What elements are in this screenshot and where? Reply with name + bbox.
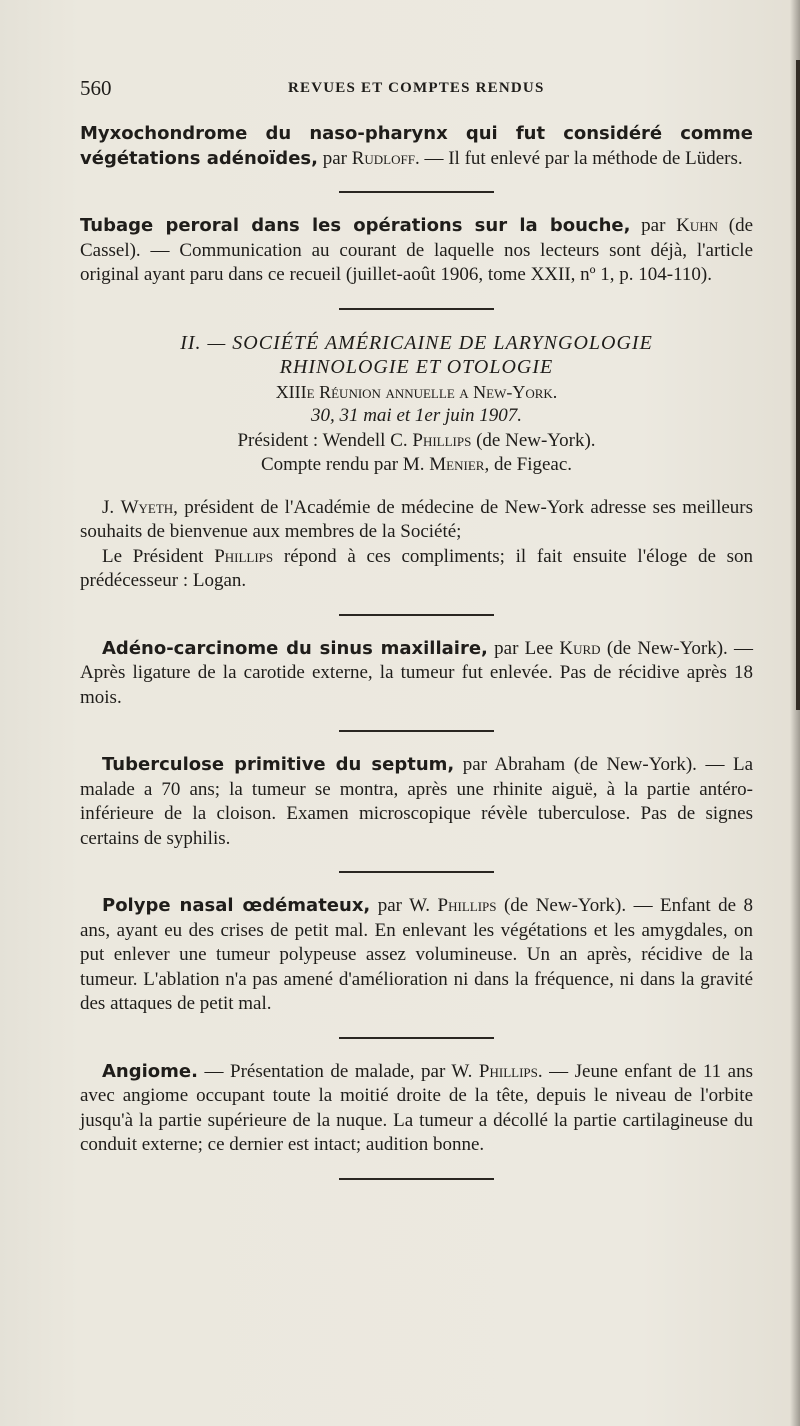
case-author: Kurd [559,637,601,659]
section-meeting: XIIIe Réunion annuelle a New-York. [275,381,558,402]
entry-par: par [322,147,347,169]
case-author: Phillips [437,895,497,916]
reporter-name: Menier [429,454,485,475]
intro-text: , président de l'Académie de médecine de New-York adresse ses meilleurs souhaits de bienvenue aux membres de la Société; [80,496,754,542]
case-par: par W. [377,895,431,916]
intro-prefix: Le Président [102,545,204,567]
entry-text: (de Cassel). — Communication au courant de laquelle nos lecteurs sont déjà, l'article original ayant paru dans ce recueil (juillet-août 1906, tome XXII, nº 1, p. 104-110). [80,215,754,285]
president-prefix: Président : Wendell C. [237,429,408,451]
entry-par: par [641,215,666,236]
reporter-prefix: Compte rendu par M. [260,454,425,475]
page-content [80,122,753,1201]
section-divider [339,191,494,193]
page-number: 560 [80,76,112,100]
intro-paragraph-2 [80,545,753,594]
intro-text: répond à ces compliments; il fait ensuite l'éloge de son prédécesseur : Logan. [80,545,754,591]
case-polype [80,894,753,1017]
section-president [80,429,753,454]
entry-tubage [80,214,753,288]
section-heading [80,331,753,478]
intro-name: Wyeth [120,496,174,518]
section-divider [339,308,494,310]
case-tuberculose [80,753,753,851]
section-divider [339,1178,494,1180]
president-suffix: (de New-York). [476,429,596,451]
section-reporter [80,453,753,478]
page-edge-shadow [790,0,800,1426]
president-name: Phillips [412,429,472,451]
case-author: Phillips [478,1060,538,1082]
section-divider [339,730,494,732]
case-title: Angiome. [102,1060,198,1082]
running-head: REVUES ET COMPTES RENDUS [288,80,545,96]
case-title: Tuberculose primitive du septum, [102,754,455,775]
case-par: par Lee [494,637,554,659]
case-text: par Abraham (de New-York). — La malade a 70 ans; la tumeur se montra, après une rhinite aiguë, à la partie antéro-inférieure de la cloison. Examen microscopique révèle tuberculose. Pas de signes certains de syphilis. [80,754,754,849]
section-divider [339,871,494,873]
case-title: Adéno-carcinome du sinus maxillaire, [102,637,488,659]
section-divider [339,1037,494,1039]
case-text: . — Jeune enfant de 11 ans avec angiome occupant toute la moitié droite de la tête, depuis le niveau de l'orbite jusqu'à la partie supérieure de la nuque. La tumeur a décollé la partie cartilagineuse du conduit externe; ce dernier est intact; audition bonne. [80,1060,753,1155]
entry-myxochondrome [80,122,753,171]
entry-text: . — Il fut enlevé par la méthode de Lüders. [414,147,743,169]
page-header [80,76,750,106]
entry-author: Kuhn [676,215,719,236]
intro-paragraph-1 [80,496,753,545]
section-title-line1: II. — SOCIÉTÉ AMÉRICAINE DE LARYNGOLOGIE [180,331,653,354]
entry-title: Myxochondrome du naso-pharynx qui fut considéré comme végétations adénoïdes, [80,123,753,169]
case-text: (de New-York). — Après ligature de la carotide externe, la tumeur fut enlevée. Pas de récidive après 18 mois. [80,637,754,708]
reporter-suffix: , de Figeac. [484,454,573,475]
intro-name: Phillips [214,545,274,567]
intro-prefix: J. [102,496,115,518]
entry-author: Rudloff [351,147,415,169]
section-dates: 30, 31 mai et 1er juin 1907. [310,405,523,426]
section-title-line2: RHINOLOGIE ET OTOLOGIE [279,356,554,378]
case-title: Polype nasal œdémateux, [102,895,371,916]
case-angiome [80,1060,753,1158]
case-text: (de New-York). — Enfant de 8 ans, ayant eu des crises de petit mal. En enlevant les végétations et les amygdales, on put enlever une tumeur polypeuse assez volumineuse. Un an après, récidive de la tumeur. L'ablation n'a pas amené d'amélioration ni dans la fréquence, ni dans la gravité des attaques de petit mal. [80,895,754,1014]
entry-title: Tubage peroral dans les opérations sur la bouche, [80,215,631,236]
case-par: — Présentation de malade, par W. [204,1060,473,1082]
section-divider [339,614,494,616]
case-adeno-carcinome [80,637,753,711]
